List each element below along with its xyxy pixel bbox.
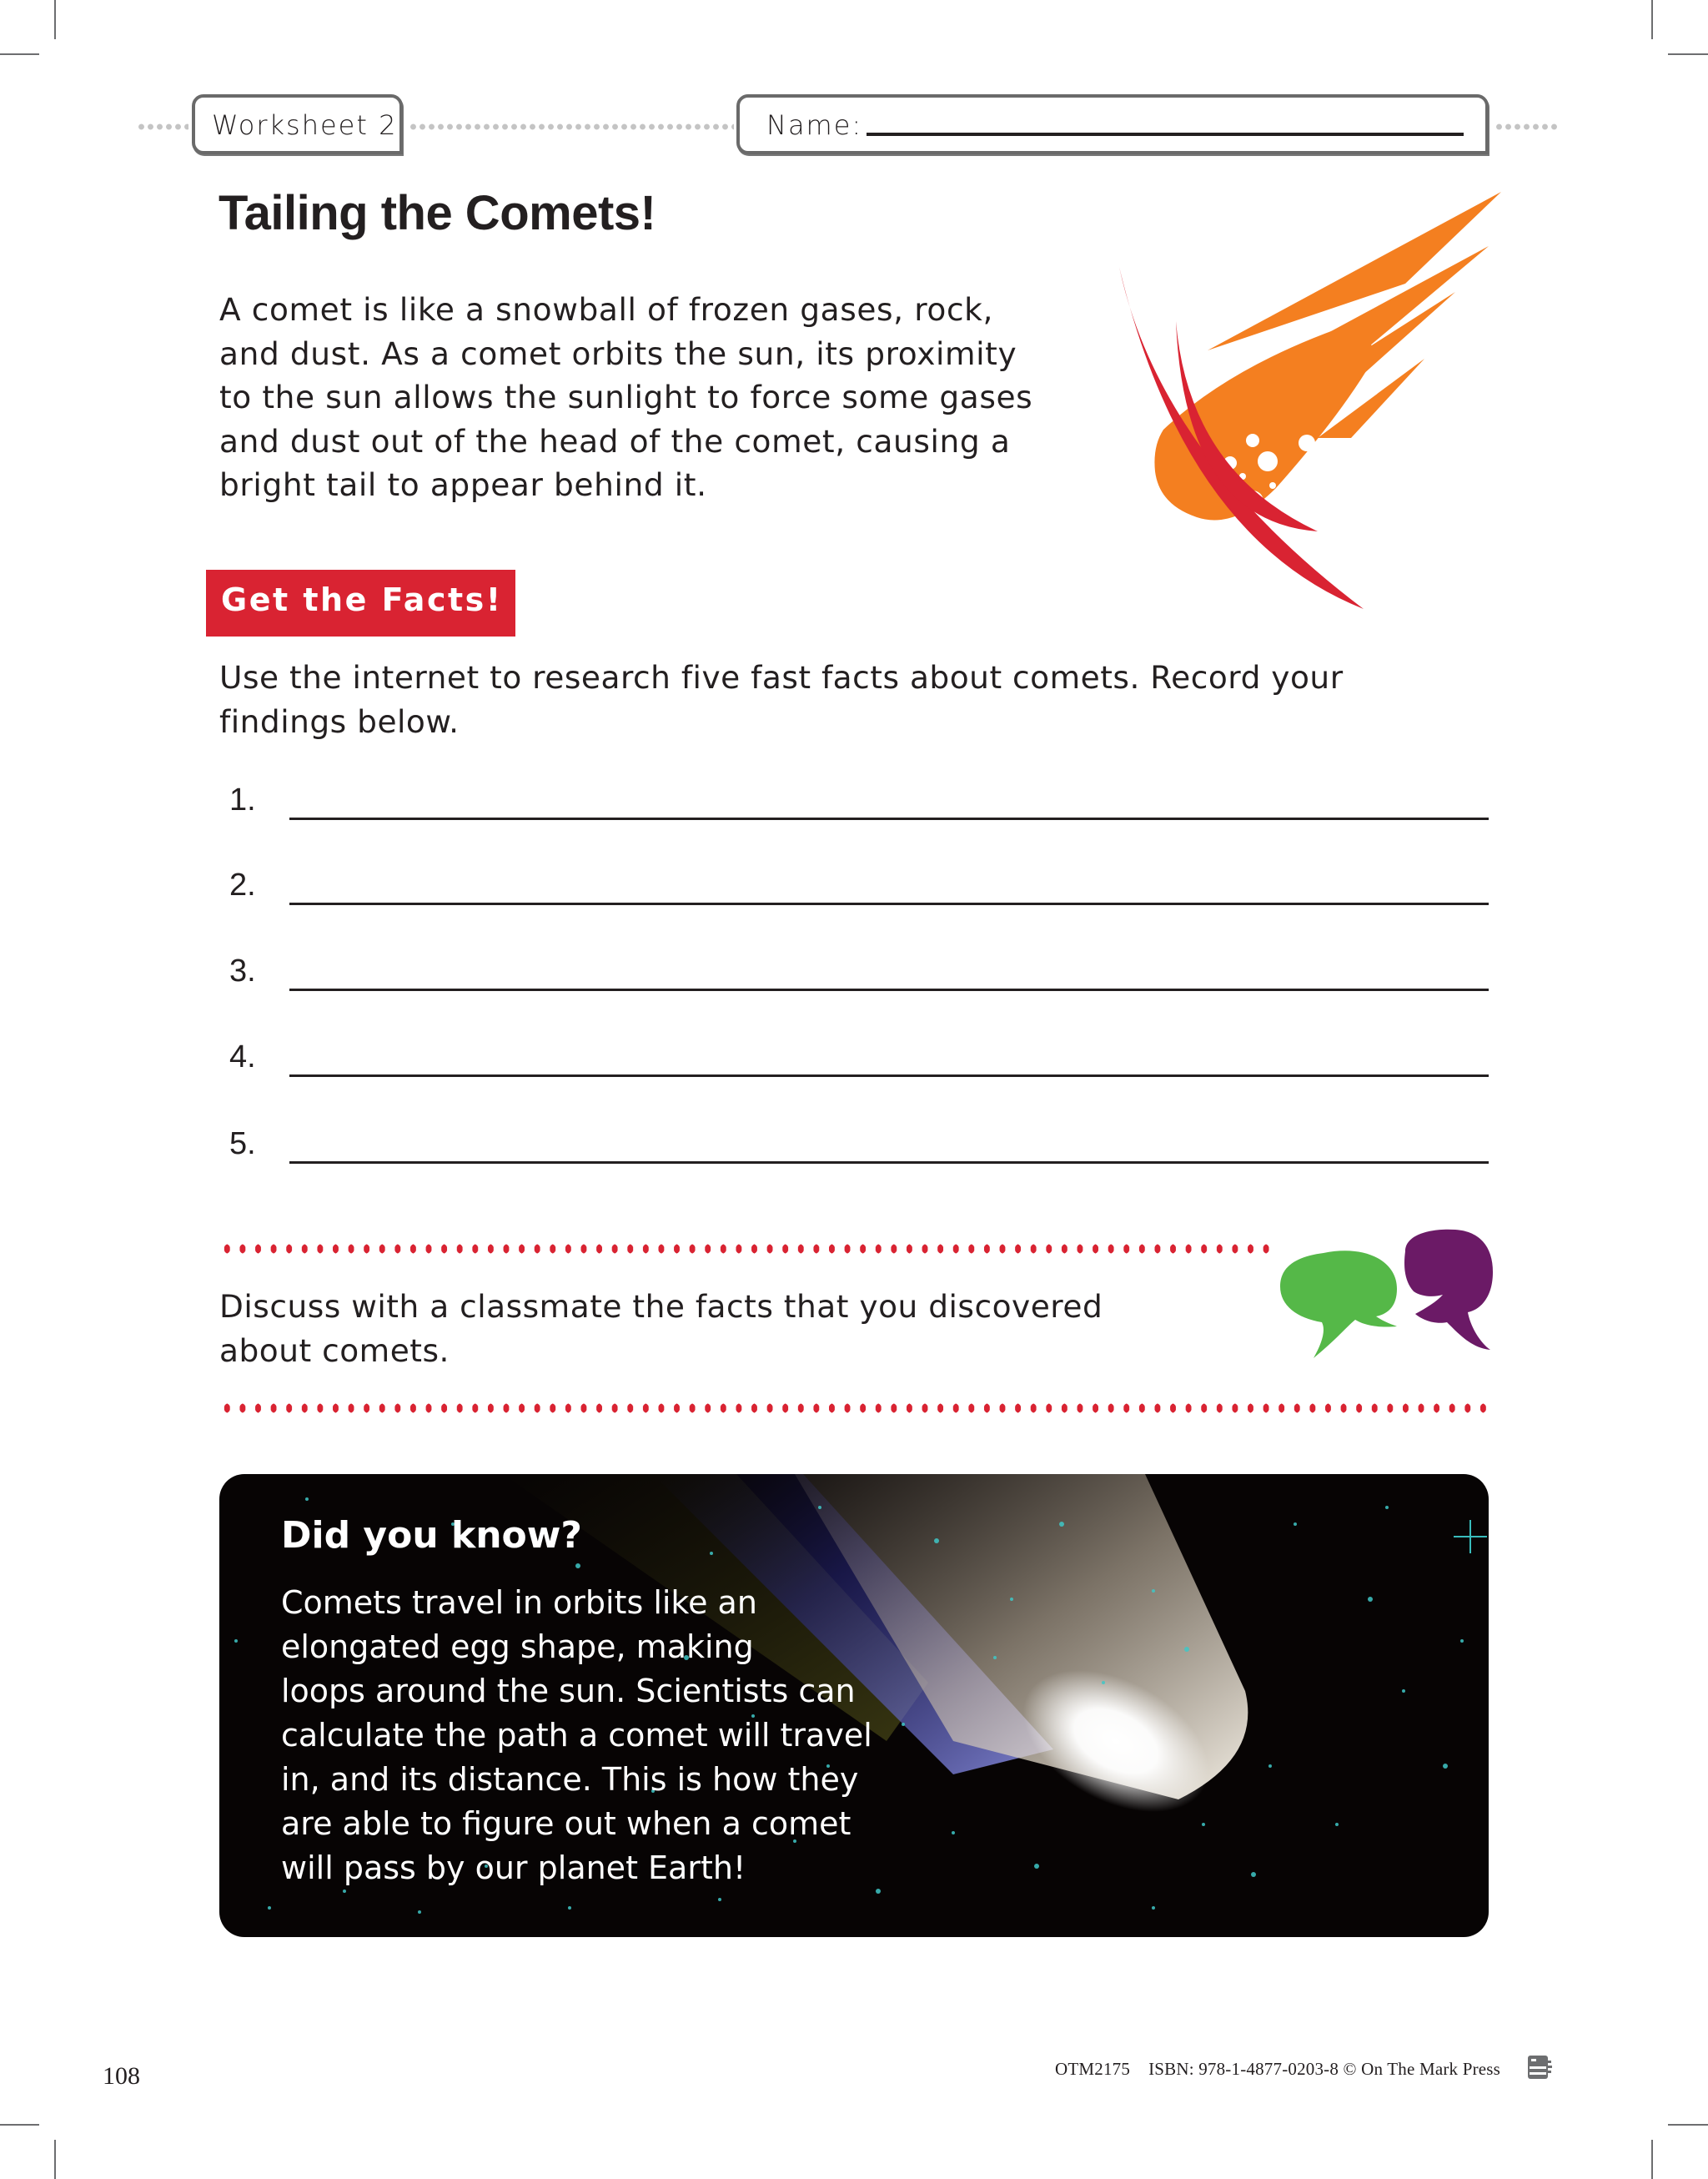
fact-number: 2. (229, 868, 256, 903)
red-dotted-divider-bottom (219, 1403, 1489, 1413)
name-box[interactable] (736, 94, 1489, 154)
footer-credits (1055, 2059, 1500, 2080)
header-dotted-rule-right (1494, 123, 1560, 130)
did-you-know-line: are able to figure out when a comet (281, 1805, 851, 1842)
intro-line: to the sun allows the sunlight to force some gases (219, 379, 1033, 415)
did-you-know-line: loops around the sun. Scientists can (281, 1673, 856, 1709)
name-label: Name: (766, 109, 863, 141)
fact-answer-line[interactable] (289, 989, 1489, 991)
did-you-know-line: will pass by our planet Earth! (281, 1849, 746, 1886)
product-code: OTM2175 (1055, 2059, 1131, 2079)
worksheet-number-label: Worksheet 2 (212, 109, 398, 141)
fact-answer-line[interactable] (289, 818, 1489, 820)
fact-item-4[interactable] (225, 1027, 1489, 1077)
did-you-know-title: Did you know? (281, 1514, 582, 1557)
crop-mark-top-left-h (0, 53, 39, 55)
did-you-know-line: in, and its distance. This is how they (281, 1761, 859, 1798)
did-you-know-line: Comets travel in orbits like an (281, 1584, 757, 1621)
page-title: Tailing the Comets! (219, 186, 656, 240)
intro-paragraph (219, 288, 1103, 507)
instruction-line: findings below. (219, 703, 460, 740)
red-dotted-divider-top (219, 1244, 1270, 1254)
isbn-copyright: ISBN: 978-1-4877-0203-8 © On The Mark Press (1148, 2059, 1501, 2079)
speech-bubbles-icon (1272, 1226, 1493, 1360)
copier-icon (1526, 2054, 1555, 2081)
did-you-know-line: elongated egg shape, making (281, 1628, 754, 1665)
name-input-line[interactable] (867, 133, 1464, 136)
fact-answer-line[interactable] (289, 1074, 1489, 1077)
header-dotted-rule-left (137, 123, 188, 130)
discuss-line: about comets. (219, 1331, 450, 1369)
discuss-prompt (219, 1285, 1262, 1372)
comet-illustration-icon (1109, 188, 1501, 613)
fact-item-1[interactable] (225, 770, 1489, 820)
discuss-line: Discuss with a classmate the facts that you discovered (219, 1288, 1103, 1325)
facts-instructions (219, 656, 1504, 744)
intro-line: A comet is like a snowball of frozen gases, rock, (219, 291, 994, 328)
crop-mark-bottom-left-v (54, 2140, 56, 2179)
fact-answer-line[interactable] (289, 1161, 1489, 1164)
fact-answer-line[interactable] (289, 903, 1489, 905)
crop-mark-bottom-left-h (0, 2124, 39, 2126)
get-the-facts-heading (206, 570, 515, 637)
fact-number: 1. (229, 783, 256, 818)
fact-item-2[interactable] (225, 855, 1489, 905)
fact-number: 5. (229, 1126, 256, 1161)
did-you-know-line: calculate the path a comet will travel (281, 1717, 872, 1754)
crop-mark-top-left-v (54, 0, 56, 39)
header-dotted-rule-middle (409, 123, 734, 130)
worksheet-number-box (192, 94, 403, 154)
intro-line: and dust out of the head of the comet, causing a (219, 422, 1011, 460)
intro-line: and dust. As a comet orbits the sun, its proximity (219, 335, 1017, 372)
did-you-know-panel (219, 1474, 1489, 1937)
page-number: 108 (103, 2062, 140, 2090)
fact-number: 4. (229, 1039, 256, 1074)
fact-item-3[interactable] (225, 941, 1489, 991)
crop-mark-top-right-h (1668, 53, 1708, 55)
fact-number: 3. (229, 954, 256, 989)
crop-mark-bottom-right-h (1668, 2124, 1708, 2126)
instruction-line: Use the internet to research five fast facts about comets. Record your (219, 659, 1344, 696)
get-the-facts-label: Get the Facts! (221, 581, 503, 618)
fact-item-5[interactable] (225, 1114, 1489, 1164)
crop-mark-bottom-right-v (1651, 2140, 1653, 2179)
did-you-know-body (281, 1581, 872, 1890)
crop-mark-top-right-v (1651, 0, 1653, 39)
intro-line: bright tail to appear behind it. (219, 466, 707, 503)
